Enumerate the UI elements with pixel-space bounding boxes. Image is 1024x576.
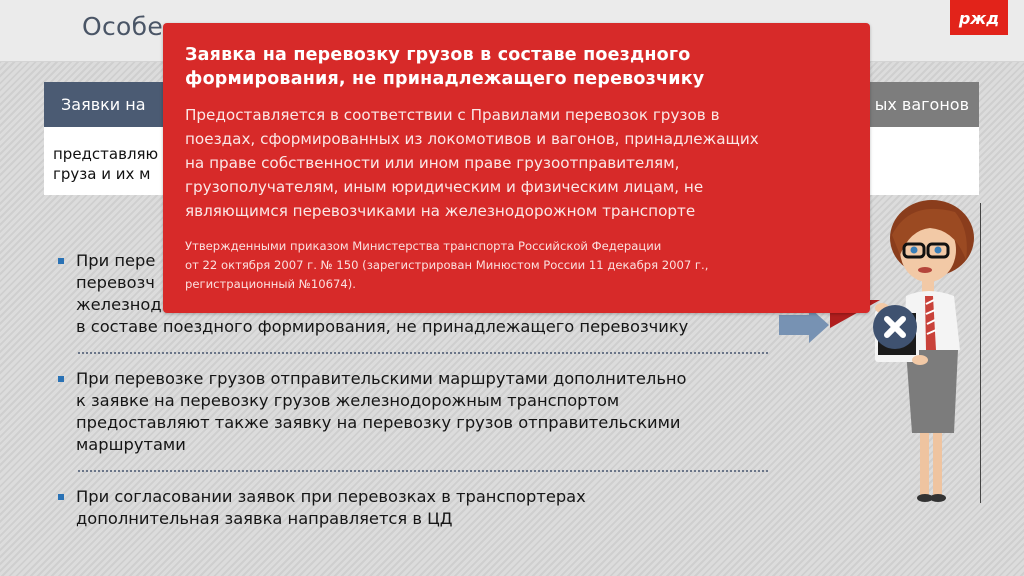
- dotted-divider: [78, 352, 768, 354]
- page-title: Особе: [82, 12, 164, 41]
- info-popup: [163, 23, 870, 313]
- tab-requests[interactable]: Заявки на: [44, 82, 184, 127]
- arrow-right-icon[interactable]: [779, 307, 831, 353]
- popup-body: Предоставляется в соответствии с Правилами перевозок грузов в поездах, сформированных из локомотивов и вагонов, принадлежащих на праве собственности или ином праве грузоотправителям, грузополучателям, иным юридическим и физическим лицам, не являющимся перевозчиками на железнодорожном транспорте: [185, 106, 759, 220]
- vertical-divider: [980, 203, 981, 503]
- rzd-logo-icon: [950, 0, 1008, 35]
- bullet-item: При согласовании заявок при перевозках в транспортерах дополнительная заявка направляется в ЦД: [56, 486, 768, 530]
- bullet-item: При пере перевозч железнод в составе поездного формирования, не принадлежащего перевозчику: [56, 250, 768, 338]
- bullet-item: При перевозке грузов отправительскими маршрутами дополнительно к заявке на перевозку грузов железнодорожным транспортом предоставляют также заявку на перевозку грузов отправительскими маршрутами: [56, 368, 768, 456]
- tab-wagons[interactable]: ых вагонов: [860, 82, 979, 127]
- bullet-square-icon: [58, 376, 64, 382]
- dotted-divider: [78, 470, 768, 472]
- close-x-icon: [883, 315, 907, 339]
- close-button[interactable]: [873, 305, 917, 349]
- popup-footnote: Утвержденными приказом Министерства транспорта Российской Федерации от 22 октября 2007 г. № 150 (зарегистрирован Минюстом России 11 декабря 2007 г., регистрационный №10674).: [185, 239, 709, 291]
- tab-content-text: представляю груза и их м: [53, 145, 159, 183]
- popup-title: Заявка на перевозку грузов в составе поездного формирования, не принадлежащего перевозчику: [185, 45, 705, 89]
- character-illustration: [870, 200, 980, 509]
- bullet-square-icon: [58, 494, 64, 500]
- bullet-square-icon: [58, 258, 64, 264]
- svg-text:ржд: ржд: [958, 8, 1000, 28]
